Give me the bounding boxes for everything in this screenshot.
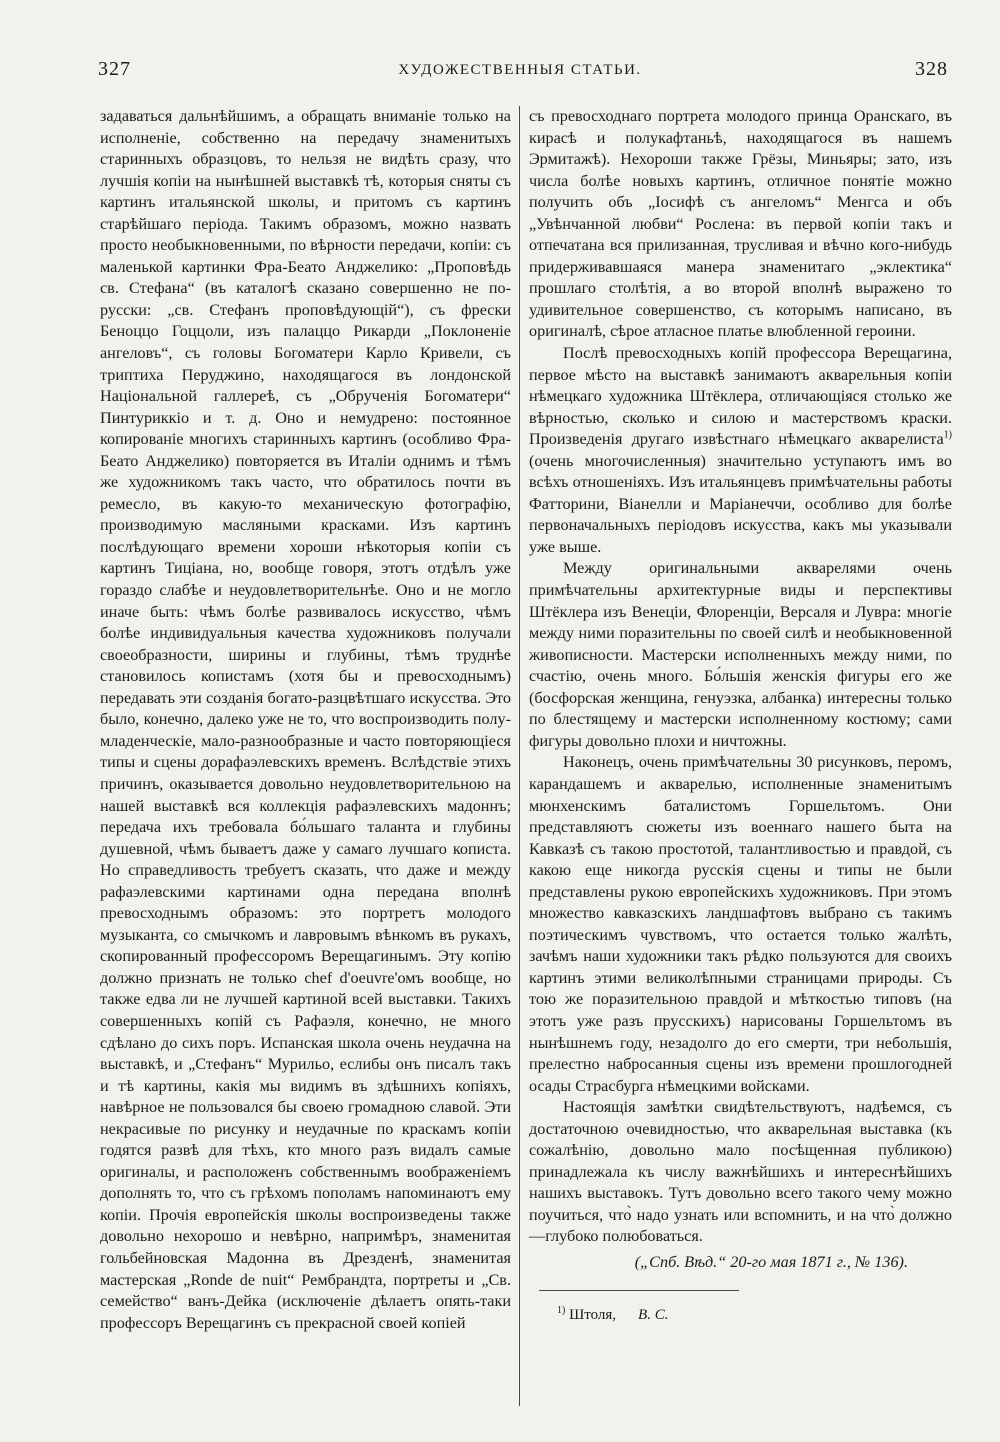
right-paragraph-1: съ превосходнаго портрета молодого принца Оранскаго, въ кирасѣ и полукафтаньѣ, находящагося въ нашемъ Эрмитажѣ). Нехороши также Грёзы, Миньяры; зато, изъ числа болѣе новыхъ картинъ, отличное понятіе можно получить объ „Іосифѣ съ ангеломъ“ Менгса и объ „Увѣнчанной любви“ Рослена: въ первой копіи такъ и отпечатана вся прилизанная, трусливая и вѣчно кого-нибудь придерживавшаяся манера знаменитаго „эклектика“ прошлаго столѣтія, а во второй вполнѣ выражено то удивительное совершенство, съ которымъ написано, въ оригиналѣ, сѣрое атласное платье влюбленной героини.	[529, 107, 952, 341]
right-paragraph-2	[529, 343, 952, 558]
running-title: ХУДОЖЕСТВЕННЫЯ СТАТЬИ.	[398, 62, 642, 78]
right-column	[529, 106, 952, 1326]
right-paragraph-2-part-a: Послѣ превосходныхъ копій профессора Верещагина, первое мѣсто на выставкѣ занимаютъ акварельныя копіи нѣмецкаго художника Штёклера, отличающіяся столько же вѣрностью, сколько и силою и мастерствомъ краски. Произведенія другаго извѣстнаго нѣмецкаго акварелиста	[529, 344, 952, 449]
footnote-reference: 1)	[943, 429, 952, 441]
right-paragraph-3: Между оригинальными акварелями очень примѣчательны архитектурные виды и перспективы Штёклера изъ Венеціи, Флоренціи, Версаля и Лувра: многіе между ними поразительны по своей силѣ и необыкновенной живописности. Мастерски исполненныхъ между ними, по счастію, очень много. Бо́льшія женскія фигуры его же (босфорская женщина, генуэзка, албанка) интересны только по блестящему и мастерски исполненному костюму; сами фигуры довольно плохи и ничтожны.	[529, 559, 952, 750]
footnote-text: Штоля,	[569, 1306, 617, 1323]
left-column	[100, 106, 511, 1334]
running-header	[92, 58, 948, 88]
right-paragraph-4: Наконецъ, очень примѣчательны 30 рисунковъ, перомъ, карандашемъ и акварелью, исполненные знаменитымъ мюнхенскимъ баталистомъ Горшельтомъ. Они представляютъ сюжеты изъ военнаго нашего быта на Кавказѣ съ такою простотой, талантливостью и правдой, съ какою еще никогда русскія сцены и типы не были представлены рукою европейскихъ художниковъ. При этомъ множество кавказскихъ ландшафтовъ выбрано съ такимъ поэтическимъ чувствомъ, что остается только жалѣть, зачѣмъ наши художники такъ рѣдко пользуются для своихъ картинъ этими великолѣпными страницами природы. Съ тою же поразительною правдой и мѣткостью типовъ (на этотъ уже разъ прусскихъ) нарисованы Горшельтомъ въ нынѣшнемъ году, незадолго до его смерти, три небольшія, прелестно набросанныя сцены изъ времени прошлогодней осады Страсбурга нѣмецкими войсками.	[529, 753, 952, 1095]
page-number-right: 328	[915, 58, 948, 80]
page-number-left: 327	[98, 58, 131, 80]
footnote-mark: 1)	[557, 1304, 566, 1316]
right-paragraph-2-part-b: (очень многочисленныя) значительно уступаютъ имъ во всѣхъ отношеніяхъ. Изъ итальянцевъ примѣчательны работы Фатторини, Віанелли и Маріанеччи, особливо для болѣе первоначальныхъ періодовъ искусства, какъ мы указывали уже выше.	[529, 451, 952, 556]
right-paragraph-5: Настоящія замѣтки свидѣтельствуютъ, надѣемся, съ достаточною очевидностью, что акварельная выставка (къ сожалѣнію, довольно мало посѣщенная публикою) принадлежала къ числу важнѣйшихъ и интереснѣйшихъ нашихъ выставокъ. Тутъ довольно всего такого чему можно поучиться, что̀ надо узнать или вспомнить, и на что̀ должно—глубоко полюбоваться.	[529, 1098, 952, 1246]
left-paragraph-1: задаваться дальнѣйшимъ, а обращать вниманіе только на исполненіе, собственно на передачу знаменитыхъ старинныхъ образцовъ, то нельзя не видѣть сразу, что лучшія копіи на нынѣшней выставкѣ тѣ, которыя сняты съ картинъ итальянской школы, и притомъ съ картинъ старѣйшаго періода. Такимъ образомъ, можно назвать просто необыкновенными, по вѣрности передачи, копіи: съ маленькой картинки Фра-Беато Анджелико: „Проповѣдь св. Стефана“ (въ каталогѣ сказано совершенно не по-русски: „св. Стефанъ проповѣдующій“), съ фрески Беноццо Гоццоли, изъ палаццо Рикарди „Поклоненіе ангеловъ“, съ головы Богоматери Карло Кривели, съ триптиха Перуджино, находящагося въ лондонской Національной галлереѣ, съ „Обрученія Богоматери“ Пинтуриккіо и т. д. Оно и немудрено: постоянное копированіе многихъ старинныхъ картинъ (особливо Фра-Беато Анджелико) повторяется въ Италіи однимъ и тѣмъ же художникомъ такъ часто, что обратилось почти въ ремесло, въ какую-то механическую фотографію, производимую масляными красками. Изъ картинъ послѣдующаго времени хороши нѣкоторыя копіи съ картинъ Тиціана, но, вообще говоря, этотъ отдѣлъ уже гораздо слабѣе и неудовлетворительнѣе. Оно и не могло иначе быть: чѣмъ болѣе развивалось искусство, чѣмъ болѣе индивидуальныя качества художниковъ получали своеобразности, ширины и глубины, тѣмъ труднѣе становилось копистамъ (хотя бы и превосходнымъ) передавать эти созданія богато-разцвѣтшаго искусства. Это было, конечно, далеко уже не то, что воспроизводить полу-младенческіе, мало-разнообразные и часто повторяющіеся типы и сцены дорафаэлевскихъ временъ. Вслѣдствіе этихъ причинъ, оказывается довольно неудовлетворительною на нашей выставкѣ вся коллекція рафаэлевскихъ мадоннъ; передача ихъ требовала бо́льшаго таланта и глубины душевной, чѣмъ бываетъ даже у самаго лучшаго кописта. Но справедливость требуетъ сказать, что даже и между рафаэлевскими картинами одна передана вполнѣ превосходнымъ образомъ: это портретъ молодого музыканта, со смычкомъ и лавровымъ вѣнкомъ въ рукахъ, скопированный профессоромъ Верещагинымъ. Эту копію должно признать не только chef d'oeuvre'омъ вообще, но также едва ли не лучшей картиной всей выставки. Такихъ совершенныхъ копій съ Рафаэля, конечно, не много сдѣлано до сихъ поръ. Испанская школа очень неудачна на выставкѣ, и „Стефанъ“ Мурильо, еслибы онъ писалъ такъ и тѣ картины, какія мы видимъ въ здѣшнихъ копіяхъ, навѣрное не пользовался бы своею громадною славой. Эти некрасивые по рисунку и неудачные по краскамъ копіи годятся развѣ для тѣхъ, кто много разъ видалъ самые оригиналы, и расположенъ собственнымъ воображеніемъ дополнять то, что съ грѣхомъ пополамъ напоминаютъ ему копіи. Прочія европейскія школы воспроизведены также довольно нехорошо и невѣрно, напримѣръ, знаменитая гольбейновская Мадонна въ Дрезденѣ, знаменитая мастерская „Ronde de nuit“ Рембрандта, портреты и „Св. семейство“ ванъ-Дейка (исключеніе дѣлаетъ опять-таки профессоръ Верещагинъ съ прекрасной своей копіей	[100, 107, 511, 1332]
source-citation: („Спб. Вѣд.“ 20-го мая 1871 г., № 136).	[634, 1252, 908, 1271]
footnote	[557, 1305, 952, 1327]
footnote-rule	[539, 1290, 739, 1291]
column-divider	[519, 106, 520, 1406]
footnote-signature: В. С.	[638, 1306, 669, 1323]
